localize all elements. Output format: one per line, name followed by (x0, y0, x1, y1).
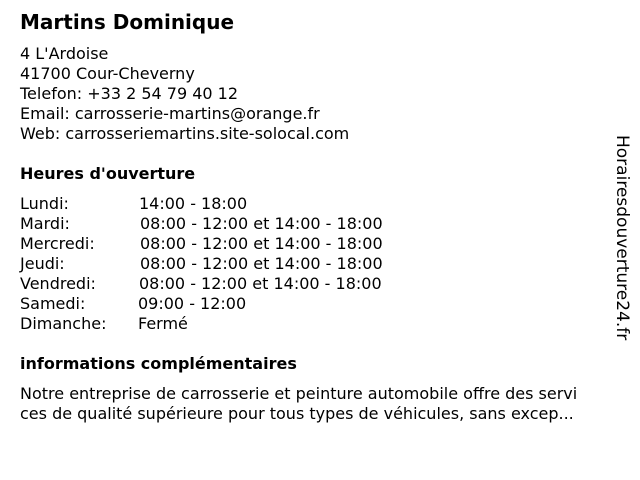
time-value: 08:00 - 12:00 et 14:00 - 18:00 (140, 234, 383, 253)
hours-heading: Heures d'ouverture (20, 164, 196, 183)
day-label: Dimanche: (20, 314, 107, 333)
time-value: 08:00 - 12:00 et 14:00 - 18:00 (140, 254, 383, 273)
day-label: Samedi: (20, 294, 86, 313)
day-label: Lundi: (20, 194, 69, 213)
day-label: Mercredi: (20, 234, 95, 253)
time-value: Fermé (138, 314, 188, 333)
info-description (20, 384, 620, 424)
time-value: 14:00 - 18:00 (139, 194, 248, 213)
day-label: Mardi: (20, 214, 70, 233)
day-label: Vendredi: (20, 274, 96, 293)
site-watermark: Horairesdouverture24.fr (612, 135, 632, 341)
info-line-2: ces de qualité supérieure pour tous types de véhicules, sans excep... (20, 404, 574, 423)
address-city: 41700 Cour-Cheverny (20, 64, 195, 83)
email-address: Email: carrosserie-martins@orange.fr (20, 104, 320, 123)
info-heading: informations complémentaires (20, 354, 297, 373)
info-line-1: Notre entreprise de carrosserie et peinture automobile offre des servi (20, 384, 578, 403)
business-name: Martins Dominique (20, 10, 235, 34)
address-street: 4 L'Ardoise (20, 44, 109, 63)
contact-block (20, 44, 349, 144)
day-label: Jeudi: (20, 254, 65, 273)
phone-number: Telefon: +33 2 54 79 40 12 (20, 84, 239, 103)
website: Web: carrosseriemartins.site-solocal.com (20, 124, 350, 143)
time-value: 08:00 - 12:00 et 14:00 - 18:00 (140, 214, 383, 233)
time-value: 09:00 - 12:00 (138, 294, 247, 313)
time-value: 08:00 - 12:00 et 14:00 - 18:00 (139, 274, 382, 293)
